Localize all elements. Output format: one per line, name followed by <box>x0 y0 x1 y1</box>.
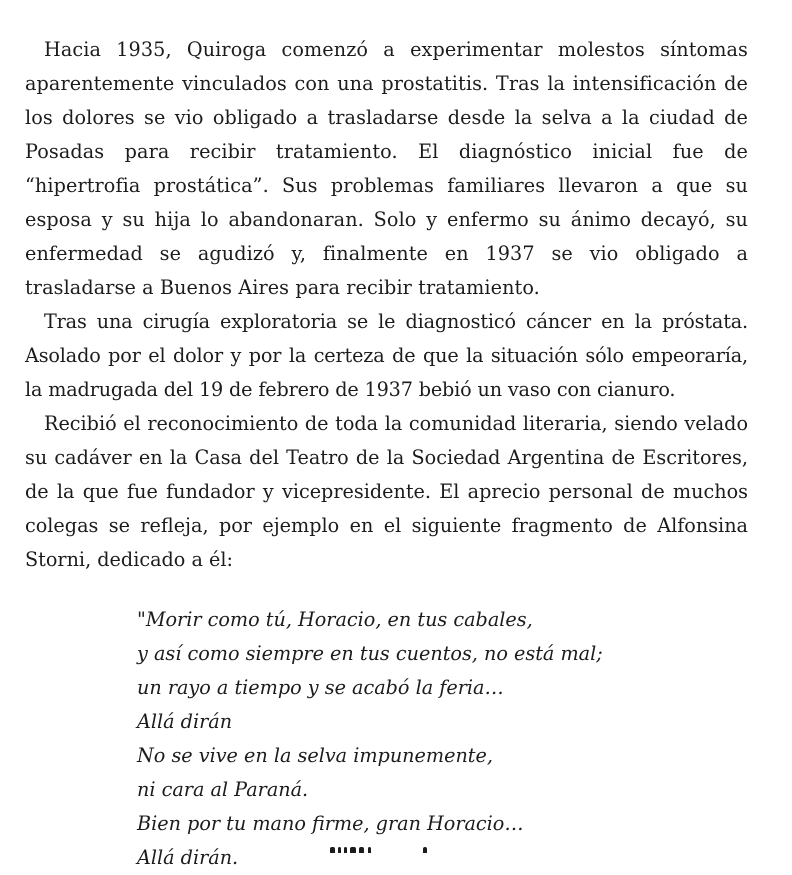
poem-excerpt <box>137 603 748 875</box>
poem-line: ni cara al Paraná. <box>137 778 309 801</box>
poem-line: Allá dirán. <box>137 846 239 869</box>
cut-off-text-fragment <box>328 842 448 853</box>
poem-line: No se vive en la selva impunemente, <box>137 744 493 767</box>
paragraph-symptoms: Hacia 1935, Quiroga comenzó a experimentar molestos síntomas aparentemente vinculados con una prostatitis. Tras la intensificación de los dolores se vio obligado a trasladarse desde la selva a la ciudad de Posadas para recibir tratamiento. El diagnóstico inicial fue de “hipertrofia prostática”. Sus problemas familiares llevaron a que su esposa y su hija lo abandonaran. Solo y enfermo su ánimo decayó, su enfermedad se agudizó y, finalmente en 1937 se vio obligado a trasladarse a Buenos Aires para recibir tratamiento. <box>25 38 748 299</box>
document-page <box>25 33 748 875</box>
paragraph-death: Tras una cirugía exploratoria se le diagnosticó cáncer en la próstata. Asolado por el dolor y por la certeza de que la situación sólo empeoraría, la madrugada del 19 de febrero de 1937 bebió un vaso con cianuro. <box>25 310 748 401</box>
poem-line: Allá dirán <box>137 710 233 733</box>
poem-line: Bien por tu mano firme, gran Horacio… <box>137 812 524 835</box>
poem-line: "Morir como tú, Horacio, en tus cabales, <box>137 608 533 631</box>
poem-line: y así como siempre en tus cuentos, no está mal; <box>137 642 603 665</box>
paragraph-recognition: Recibió el reconocimiento de toda la comunidad literaria, siendo velado su cadáver en la Casa del Teatro de la Sociedad Argentina de Escritores, de la que fue fundador y vicepresidente. El aprecio personal de muchos colegas se refleja, por ejemplo en el siguiente fragmento de Alfonsina Storni, dedicado a él: <box>25 412 748 571</box>
poem-line: un rayo a tiempo y se acabó la feria… <box>137 676 504 699</box>
